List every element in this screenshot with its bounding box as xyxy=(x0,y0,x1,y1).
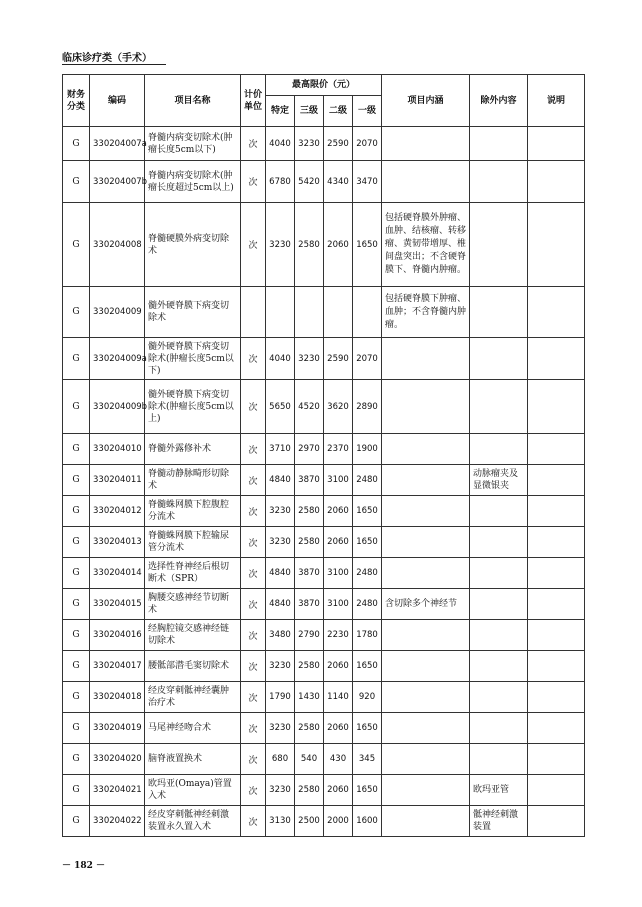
price-special-cell: 4840 xyxy=(266,465,295,496)
price-level1-cell: 2070 xyxy=(353,338,382,380)
table-row xyxy=(63,775,585,806)
notes-cell xyxy=(528,380,585,434)
unit-cell: 次 xyxy=(241,161,266,203)
notes-cell xyxy=(528,287,585,338)
price-level2-cell: 2060 xyxy=(324,775,353,806)
section-title: 临床诊疗类（手术） xyxy=(62,53,152,64)
col-exclusions: 除外内容 xyxy=(470,75,528,127)
category-cell: G xyxy=(63,589,90,620)
price-special-cell: 3710 xyxy=(266,434,295,465)
price-level1-cell: 1650 xyxy=(353,203,382,287)
unit-cell: 次 xyxy=(241,127,266,161)
table-row xyxy=(63,682,585,713)
category-cell: G xyxy=(63,465,90,496)
unit-cell: 次 xyxy=(241,558,266,589)
content-cell xyxy=(382,682,470,713)
name-cell: 髓外硬脊膜下病变切除术(肿瘤长度5cm以上) xyxy=(145,380,241,434)
content-cell xyxy=(382,713,470,744)
price-special-cell: 680 xyxy=(266,744,295,775)
price-special-cell: 3230 xyxy=(266,713,295,744)
table-row xyxy=(63,713,585,744)
price-special-cell: 4040 xyxy=(266,127,295,161)
category-cell: G xyxy=(63,203,90,287)
price-level3-cell: 3230 xyxy=(295,338,324,380)
name-cell: 经皮穿刺骶神经刺激装置永久置入术 xyxy=(145,806,241,837)
price-special-cell: 4840 xyxy=(266,589,295,620)
table-row xyxy=(63,380,585,434)
price-level1-cell: 920 xyxy=(353,682,382,713)
exclusions-cell xyxy=(470,434,528,465)
category-cell: G xyxy=(63,161,90,203)
price-level2-cell: 3100 xyxy=(324,558,353,589)
price-special-cell: 6780 xyxy=(266,161,295,203)
col-special: 特定 xyxy=(266,96,295,127)
price-special-cell: 3230 xyxy=(266,775,295,806)
col-level3: 三级 xyxy=(295,96,324,127)
price-special-cell: 5650 xyxy=(266,380,295,434)
category-cell: G xyxy=(63,338,90,380)
page-number: － 182 － xyxy=(62,861,106,871)
price-special-cell xyxy=(266,287,295,338)
price-level2-cell: 3620 xyxy=(324,380,353,434)
price-level1-cell: 1650 xyxy=(353,496,382,527)
notes-cell xyxy=(528,806,585,837)
exclusions-cell xyxy=(470,338,528,380)
notes-cell xyxy=(528,682,585,713)
notes-cell xyxy=(528,161,585,203)
category-cell: G xyxy=(63,775,90,806)
code-cell: 330204022 xyxy=(90,806,145,837)
col-code: 编码 xyxy=(90,75,145,127)
price-level1-cell: 1650 xyxy=(353,527,382,558)
price-level2-cell: 2590 xyxy=(324,127,353,161)
code-cell: 330204009 xyxy=(90,287,145,338)
name-cell: 胸腰交感神经节切断术 xyxy=(145,589,241,620)
price-level2-cell: 2060 xyxy=(324,713,353,744)
price-level2-cell: 2590 xyxy=(324,338,353,380)
price-level3-cell: 5420 xyxy=(295,161,324,203)
exclusions-cell xyxy=(470,203,528,287)
price-level1-cell: 2070 xyxy=(353,127,382,161)
code-cell: 330204009a xyxy=(90,338,145,380)
category-cell: G xyxy=(63,558,90,589)
unit-cell: 次 xyxy=(241,380,266,434)
code-cell: 330204019 xyxy=(90,713,145,744)
table-row xyxy=(63,203,585,287)
name-cell: 髓外硬脊膜下病变切除术 xyxy=(145,287,241,338)
content-cell xyxy=(382,465,470,496)
price-level1-cell: 1650 xyxy=(353,775,382,806)
content-cell xyxy=(382,127,470,161)
category-cell: G xyxy=(63,527,90,558)
price-level2-cell: 2000 xyxy=(324,806,353,837)
name-cell: 选择性脊神经后根切断术（SPR） xyxy=(145,558,241,589)
table-row xyxy=(63,127,585,161)
price-level3-cell: 2580 xyxy=(295,713,324,744)
exclusions-cell xyxy=(470,287,528,338)
exclusions-cell xyxy=(470,589,528,620)
code-cell: 330204014 xyxy=(90,558,145,589)
notes-cell xyxy=(528,434,585,465)
code-cell: 330204009b xyxy=(90,380,145,434)
price-level3-cell: 2790 xyxy=(295,620,324,651)
price-level1-cell: 2480 xyxy=(353,465,382,496)
content-cell xyxy=(382,558,470,589)
col-level2: 二级 xyxy=(324,96,353,127)
col-name: 项目名称 xyxy=(145,75,241,127)
col-level1: 一级 xyxy=(353,96,382,127)
price-level3-cell: 2500 xyxy=(295,806,324,837)
price-special-cell: 4840 xyxy=(266,558,295,589)
notes-cell xyxy=(528,713,585,744)
content-cell: 包括硬脊膜外肿瘤、血肿、结核瘤、转移瘤、黄韧带增厚、椎间盘突出；不含硬脊膜下、脊髓内肿瘤。 xyxy=(382,203,470,287)
table-row xyxy=(63,589,585,620)
name-cell: 脊髓动静脉畸形切除术 xyxy=(145,465,241,496)
price-level1-cell: 1650 xyxy=(353,713,382,744)
col-notes: 说明 xyxy=(528,75,585,127)
category-cell: G xyxy=(63,713,90,744)
table-row xyxy=(63,338,585,380)
price-level3-cell: 3870 xyxy=(295,589,324,620)
name-cell: 脑脊液置换术 xyxy=(145,744,241,775)
category-cell: G xyxy=(63,287,90,338)
name-cell: 欧玛亚(Omaya)管置入术 xyxy=(145,775,241,806)
price-level1-cell: 2890 xyxy=(353,380,382,434)
content-cell: 含切除多个神经节 xyxy=(382,589,470,620)
code-cell: 330204007a xyxy=(90,127,145,161)
col-content: 项目内涵 xyxy=(382,75,470,127)
name-cell: 脊髓内病变切除术(肿瘤长度超过5cm以上) xyxy=(145,161,241,203)
notes-cell xyxy=(528,527,585,558)
name-cell: 经胸腔镜交感神经链切除术 xyxy=(145,620,241,651)
col-price-group: 最高限价（元） xyxy=(266,75,382,96)
price-level2-cell: 2060 xyxy=(324,496,353,527)
price-level3-cell: 3230 xyxy=(295,127,324,161)
exclusions-cell xyxy=(470,682,528,713)
title-underline xyxy=(62,64,166,65)
code-cell: 330204018 xyxy=(90,682,145,713)
code-cell: 330204011 xyxy=(90,465,145,496)
col-category: 财务分类 xyxy=(63,75,90,127)
name-cell: 脊髓硬膜外病变切除术 xyxy=(145,203,241,287)
table-row xyxy=(63,806,585,837)
exclusions-cell: 欧玛亚管 xyxy=(470,775,528,806)
notes-cell xyxy=(528,496,585,527)
content-cell xyxy=(382,651,470,682)
notes-cell xyxy=(528,744,585,775)
price-table xyxy=(62,74,585,837)
category-cell: G xyxy=(63,380,90,434)
price-level1-cell: 1600 xyxy=(353,806,382,837)
unit-cell: 次 xyxy=(241,713,266,744)
price-level1-cell: 2480 xyxy=(353,589,382,620)
price-level3-cell: 2580 xyxy=(295,775,324,806)
content-cell xyxy=(382,434,470,465)
name-cell: 腰骶部潜毛窦切除术 xyxy=(145,651,241,682)
table-row xyxy=(63,161,585,203)
notes-cell xyxy=(528,558,585,589)
price-special-cell: 3230 xyxy=(266,496,295,527)
table-row xyxy=(63,558,585,589)
price-level3-cell: 2580 xyxy=(295,651,324,682)
content-cell xyxy=(382,806,470,837)
price-level3-cell xyxy=(295,287,324,338)
category-cell: G xyxy=(63,620,90,651)
price-level2-cell: 2230 xyxy=(324,620,353,651)
table-row xyxy=(63,651,585,682)
category-cell: G xyxy=(63,744,90,775)
notes-cell xyxy=(528,651,585,682)
code-cell: 330204020 xyxy=(90,744,145,775)
exclusions-cell: 骶神经刺激装置 xyxy=(470,806,528,837)
content-cell xyxy=(382,338,470,380)
category-cell: G xyxy=(63,682,90,713)
exclusions-cell: 动脉瘤夹及显微银夹 xyxy=(470,465,528,496)
price-level2-cell: 2370 xyxy=(324,434,353,465)
name-cell: 脊髓蛛网膜下腔腹腔分流术 xyxy=(145,496,241,527)
category-cell: G xyxy=(63,806,90,837)
exclusions-cell xyxy=(470,127,528,161)
code-cell: 330204016 xyxy=(90,620,145,651)
name-cell: 经皮穿刺骶神经囊肿治疗术 xyxy=(145,682,241,713)
name-cell: 马尾神经吻合术 xyxy=(145,713,241,744)
content-cell xyxy=(382,496,470,527)
col-unit: 计价单位 xyxy=(241,75,266,127)
code-cell: 330204021 xyxy=(90,775,145,806)
notes-cell xyxy=(528,465,585,496)
unit-cell: 次 xyxy=(241,682,266,713)
price-special-cell: 3130 xyxy=(266,806,295,837)
exclusions-cell xyxy=(470,161,528,203)
category-cell: G xyxy=(63,127,90,161)
unit-cell: 次 xyxy=(241,434,266,465)
exclusions-cell xyxy=(470,496,528,527)
price-level2-cell: 2060 xyxy=(324,203,353,287)
code-cell: 330204007b xyxy=(90,161,145,203)
unit-cell: 次 xyxy=(241,806,266,837)
exclusions-cell xyxy=(470,558,528,589)
unit-cell: 次 xyxy=(241,496,266,527)
table-row xyxy=(63,434,585,465)
code-cell: 330204010 xyxy=(90,434,145,465)
price-level1-cell: 3470 xyxy=(353,161,382,203)
name-cell: 脊髓蛛网膜下腔输尿管分流术 xyxy=(145,527,241,558)
price-level3-cell: 540 xyxy=(295,744,324,775)
price-level1-cell: 345 xyxy=(353,744,382,775)
table-row xyxy=(63,287,585,338)
unit-cell: 次 xyxy=(241,338,266,380)
notes-cell xyxy=(528,127,585,161)
price-level2-cell: 4340 xyxy=(324,161,353,203)
notes-cell xyxy=(528,620,585,651)
price-level1-cell: 1780 xyxy=(353,620,382,651)
unit-cell: 次 xyxy=(241,203,266,287)
code-cell: 330204008 xyxy=(90,203,145,287)
unit-cell: 次 xyxy=(241,589,266,620)
price-level3-cell: 2580 xyxy=(295,527,324,558)
content-cell xyxy=(382,161,470,203)
price-level3-cell: 3870 xyxy=(295,558,324,589)
content-cell xyxy=(382,775,470,806)
content-cell xyxy=(382,744,470,775)
notes-cell xyxy=(528,338,585,380)
exclusions-cell xyxy=(470,620,528,651)
name-cell: 脊髓外露修补术 xyxy=(145,434,241,465)
code-cell: 330204012 xyxy=(90,496,145,527)
price-special-cell: 3230 xyxy=(266,651,295,682)
header-row-1 xyxy=(63,75,585,96)
price-special-cell: 3480 xyxy=(266,620,295,651)
price-special-cell: 4040 xyxy=(266,338,295,380)
unit-cell: 次 xyxy=(241,465,266,496)
category-cell: G xyxy=(63,434,90,465)
code-cell: 330204015 xyxy=(90,589,145,620)
table-row xyxy=(63,527,585,558)
price-level2-cell: 430 xyxy=(324,744,353,775)
exclusions-cell xyxy=(470,651,528,682)
price-level3-cell: 3870 xyxy=(295,465,324,496)
price-level2-cell: 1140 xyxy=(324,682,353,713)
unit-cell: 次 xyxy=(241,775,266,806)
exclusions-cell xyxy=(470,380,528,434)
category-cell: G xyxy=(63,651,90,682)
price-level3-cell: 4520 xyxy=(295,380,324,434)
content-cell xyxy=(382,380,470,434)
table-row xyxy=(63,496,585,527)
name-cell: 髓外硬脊膜下病变切除术(肿瘤长度5cm以下) xyxy=(145,338,241,380)
notes-cell xyxy=(528,775,585,806)
price-level3-cell: 1430 xyxy=(295,682,324,713)
price-level1-cell xyxy=(353,287,382,338)
exclusions-cell xyxy=(470,744,528,775)
price-level1-cell: 1900 xyxy=(353,434,382,465)
table-row xyxy=(63,465,585,496)
unit-cell: 次 xyxy=(241,651,266,682)
price-level3-cell: 2580 xyxy=(295,203,324,287)
price-level2-cell: 3100 xyxy=(324,465,353,496)
unit-cell: 次 xyxy=(241,620,266,651)
name-cell: 脊髓内病变切除术(肿瘤长度5cm以下) xyxy=(145,127,241,161)
content-cell xyxy=(382,620,470,651)
unit-cell: 次 xyxy=(241,744,266,775)
category-cell: G xyxy=(63,496,90,527)
price-level2-cell xyxy=(324,287,353,338)
price-level3-cell: 2970 xyxy=(295,434,324,465)
table-row xyxy=(63,620,585,651)
unit-cell xyxy=(241,287,266,338)
code-cell: 330204017 xyxy=(90,651,145,682)
price-level1-cell: 2480 xyxy=(353,558,382,589)
table-row xyxy=(63,744,585,775)
notes-cell xyxy=(528,203,585,287)
notes-cell xyxy=(528,589,585,620)
price-level2-cell: 2060 xyxy=(324,527,353,558)
price-special-cell: 3230 xyxy=(266,203,295,287)
price-special-cell: 1790 xyxy=(266,682,295,713)
code-cell: 330204013 xyxy=(90,527,145,558)
unit-cell: 次 xyxy=(241,527,266,558)
exclusions-cell xyxy=(470,527,528,558)
content-cell: 包括硬脊膜下肿瘤、血肿；不含脊髓内肿瘤。 xyxy=(382,287,470,338)
price-special-cell: 3230 xyxy=(266,527,295,558)
content-cell xyxy=(382,527,470,558)
exclusions-cell xyxy=(470,713,528,744)
price-level2-cell: 2060 xyxy=(324,651,353,682)
price-level2-cell: 3100 xyxy=(324,589,353,620)
price-level1-cell: 1650 xyxy=(353,651,382,682)
price-level3-cell: 2580 xyxy=(295,496,324,527)
